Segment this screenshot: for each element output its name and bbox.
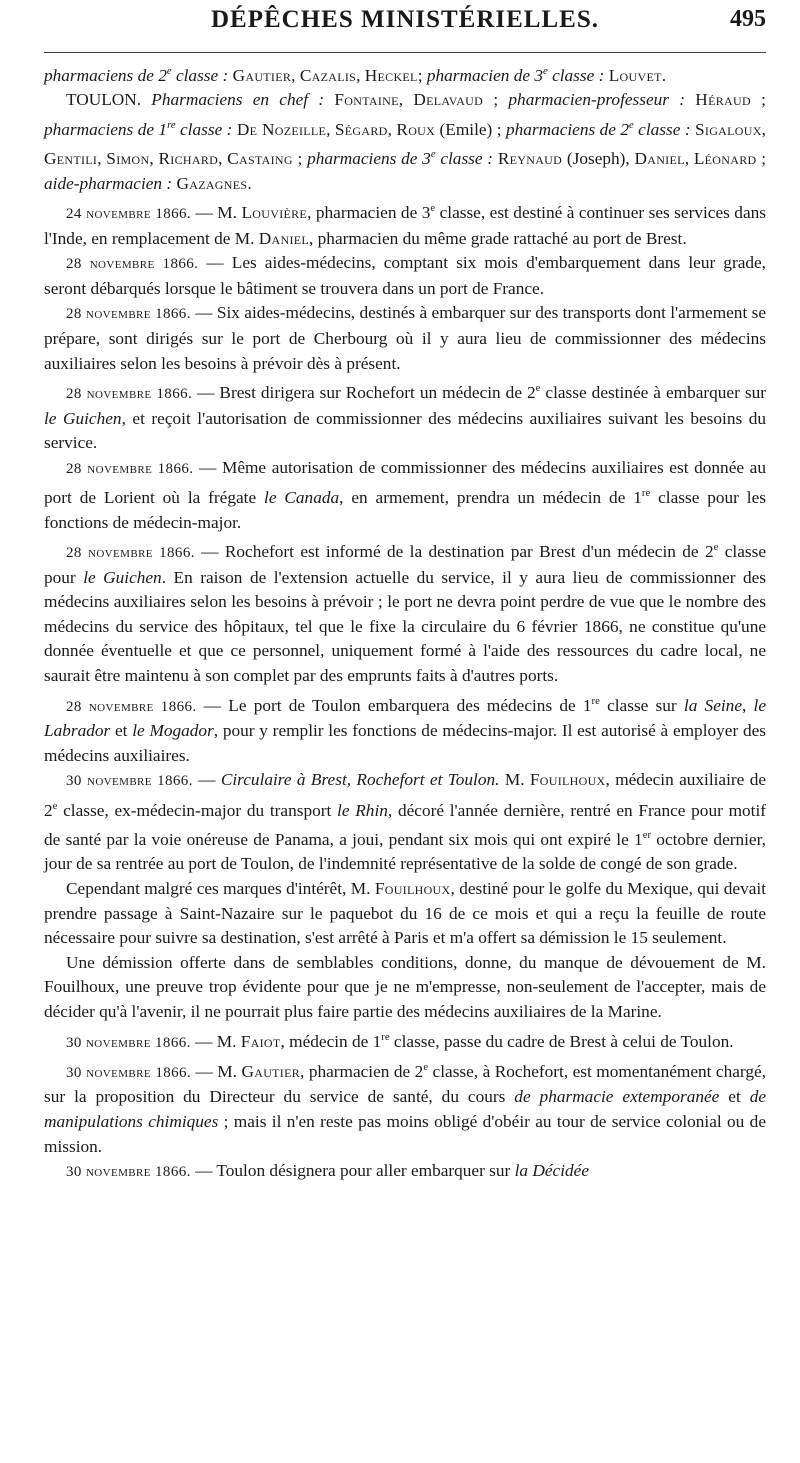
text-run: classe, à Rochefort, est momentanément chargé, sur la proposition du Directeur du service de santé, du cours <box>44 1061 766 1107</box>
dispatch-date: 28 novembre 1866. <box>66 460 194 477</box>
person-name: Gazagnes <box>176 173 248 193</box>
text-run: classe sur <box>599 695 684 715</box>
text-run: , en armement, prendra un médecin de 1 <box>339 488 642 508</box>
text-run: le Guichen <box>83 567 162 587</box>
text-run: , pour y remplir les fonctions de médecins-major. Il est autorisé à employer des médecins auxiliaires. <box>44 720 766 765</box>
text-run: Cependant malgré ces marques d'intérêt, M. <box>66 879 375 899</box>
text-run: ; <box>756 149 767 169</box>
person-name: Daniel <box>258 228 310 248</box>
dispatch-date: 30 novembre 1866. <box>66 773 193 790</box>
text-run: — Toulon désignera pour aller embarquer sur <box>190 1161 515 1181</box>
text-run: classe : <box>171 65 233 85</box>
paragraph <box>44 1025 766 1055</box>
text-run: er <box>642 829 652 842</box>
text-run: classe : <box>435 149 498 169</box>
text-run: e <box>542 65 548 77</box>
text-run: classe destinée à embarquer sur <box>540 382 766 402</box>
text-run: la Seine <box>683 695 742 715</box>
person-name: Roux <box>396 119 436 139</box>
text-run: la Décidée <box>514 1161 589 1181</box>
text-run: — M. <box>190 1031 241 1051</box>
text-run: , <box>326 119 335 139</box>
text-run: classe, ex-médecin-major du transport <box>57 800 338 820</box>
person-name: Gautier <box>241 1061 301 1081</box>
paragraph <box>44 59 766 88</box>
text-run: — M. <box>191 1061 242 1081</box>
text-run: e <box>423 1060 429 1073</box>
text-run: e <box>166 65 172 77</box>
text-run: ; mais il n'en reste pas moins obligé d'obéir au tour de service colonial ou de mission. <box>44 1111 766 1156</box>
text-run: re <box>641 487 651 500</box>
text-run: pharmaciens de 2 <box>505 119 629 139</box>
person-name: Reynaud <box>497 149 563 169</box>
text-run: , <box>761 119 766 139</box>
text-run: Circulaire à Brest, Rochefort et Toulon. <box>220 770 500 790</box>
text-run: — <box>192 770 221 790</box>
person-name: Sigaloux <box>695 119 762 139</box>
text-run: ; <box>483 90 509 110</box>
text-run: , <box>291 65 300 85</box>
text-run: , destiné pour le golfe du Mexique, qui devait prendre passage à Saint-Nazaire sur le paquebot du 16 de ce mois et qui a reçu la feuille de route nécessaire pour suivre sa destination, s'est arrêté à Paris et m'a offert sa démission le 15 seulement. <box>44 879 767 948</box>
paragraph <box>44 88 766 196</box>
paragraph <box>44 196 766 251</box>
text-run: le Rhin <box>337 800 388 820</box>
text-run: , <box>356 65 365 85</box>
paragraph <box>44 689 766 769</box>
text-run: , <box>684 149 694 169</box>
person-name: Fouilhoux <box>529 770 606 790</box>
text-run: e <box>629 118 634 131</box>
text-run: — Brest dirigera sur Rochefort un médecin de 2 <box>192 382 536 402</box>
text-run: pharmaciens de 3 <box>307 149 431 169</box>
text-run: . En raison de l'extension actuelle du service, il y aura lieu de commissionner des médecins auxiliaires selon les besoins à prévoir ; le port ne devra point perdre de vue que le nombre des médecins du service des hôpitaux, tel que le fixe la circulaire du 6 février 1866, ne constitue qu'une donnée éventuelle et que ce personnel, uniquement formé à l'aide des ressources du cadre local, ne saurait être maintenu à son complet par des emprunts faits à d'autres ports. <box>44 567 766 686</box>
paragraph <box>44 251 766 301</box>
text-run: classe : <box>547 65 609 85</box>
paragraph <box>44 1055 766 1159</box>
text-run: classe, est destiné à continuer ses services dans l'Inde, en remplacement de M. <box>44 203 766 248</box>
text-run: , <box>387 119 397 139</box>
text-run: , <box>97 149 107 169</box>
text-run: le Mogador <box>132 720 214 740</box>
text-run: — Le port de Toulon embarquera des médecins de 1 <box>196 695 592 715</box>
person-name: Faiot <box>240 1031 281 1051</box>
text-run: octobre dernier, jour de sa rentrée au port de Toulon, de l'indemnité représentative de la solde de congé de son grade. <box>44 829 766 874</box>
person-name: De Nozeille <box>236 119 327 139</box>
text-run: — M. <box>191 203 242 223</box>
text-run: — Rochefort est informé de la destination par Brest d'un médecin de 2 <box>194 542 714 562</box>
text-run: classe, passe du cadre de Brest à celui de Toulon. <box>389 1031 734 1051</box>
text-run: re <box>167 118 176 131</box>
dispatch-date: 28 novembre 1866. <box>66 385 193 402</box>
text-run: e <box>713 541 719 554</box>
text-run: pharmacien-professeur : <box>508 90 696 110</box>
text-run: , médecin de 1 <box>280 1031 382 1051</box>
text-run: , <box>398 90 414 110</box>
text-run: , et reçoit l'autorisation de commissionner des médecins auxiliaires suivant les besoins du service. <box>44 408 766 453</box>
person-name: Castaing <box>227 149 293 169</box>
person-name: Richard <box>158 149 219 169</box>
text-run: le Guichen <box>44 408 122 428</box>
dispatch-date: 28 novembre 1866. <box>66 306 191 323</box>
text-run: classe pour <box>44 542 766 587</box>
text-run: e <box>430 202 436 215</box>
person-name: Delavaud <box>413 90 484 110</box>
person-name: Louvet <box>608 65 662 85</box>
text-run: , <box>149 149 159 169</box>
text-run: , pharmacien de 2 <box>300 1061 424 1081</box>
paragraph <box>44 951 766 1025</box>
text-run: , pharmacien du même grade rattaché au port de Brest. <box>309 228 687 248</box>
text-run: , <box>218 149 228 169</box>
dispatch-date: 28 novembre 1866. <box>66 256 199 273</box>
text-run: ; <box>292 149 308 169</box>
paragraph <box>44 376 766 456</box>
text-run: le Labrador <box>44 695 767 740</box>
text-run: re <box>381 1030 390 1043</box>
text-run: — Même autorisation de commissionner des médecins auxiliaires est donnée au port de Lorient où la frégate <box>44 457 766 508</box>
person-name: Ségard <box>334 119 388 139</box>
text-run: Pharmaciens en chef : <box>151 90 335 110</box>
paragraph <box>44 301 766 376</box>
person-name: Gentili <box>44 149 98 169</box>
text-run: de manipulations chimiques <box>44 1087 766 1131</box>
text-run: TOULON. <box>66 90 152 110</box>
paragraph <box>44 1159 766 1185</box>
paragraph <box>44 535 766 688</box>
paragraph <box>44 768 766 877</box>
person-name: Louvière <box>241 203 308 223</box>
person-name: Héraud <box>695 90 751 110</box>
text-run: (Emile) ; <box>435 119 506 139</box>
text-run: , médecin auxiliaire de 2 <box>44 770 766 820</box>
person-name: Léonard <box>693 149 757 169</box>
dispatch-date: 28 novembre 1866. <box>66 545 195 562</box>
text-run: e <box>430 148 436 161</box>
text-run: et <box>110 720 133 740</box>
text-run: e <box>535 382 541 395</box>
person-name: Heckel <box>364 65 418 85</box>
text-run: — Six aides-médecins, destinés à embarquer sur des transports dont l'armement se prépare, sont dirigés sur le port de Cherbourg où il y aura lieu de commissionner des médecins auxiliaires selon les besoins à prévoir dès à présent. <box>44 303 767 373</box>
running-header <box>44 0 766 53</box>
paragraph <box>44 456 766 536</box>
page-number: 495 <box>730 6 766 32</box>
person-name: Gautier <box>232 65 292 85</box>
paragraph <box>44 877 766 951</box>
text-run: classe : <box>633 119 695 139</box>
text-run: (Joseph), <box>562 149 635 169</box>
text-run: pharmaciens de 2 <box>44 65 167 85</box>
text-run: de pharmacie extemporanée <box>514 1087 720 1107</box>
text-run: le Canada <box>264 488 340 508</box>
dispatch-date: 28 novembre 1866. <box>66 698 197 715</box>
person-name: Simon <box>106 149 150 169</box>
person-name: Fontaine <box>334 90 399 110</box>
text-run: pharmacien de 3 <box>426 65 543 85</box>
text-run: , pharmacien de 3 <box>307 203 431 223</box>
text-run: pharmaciens de 1 <box>44 119 168 139</box>
dispatch-date: 30 novembre 1866. <box>66 1164 191 1181</box>
text-run: re <box>591 694 600 707</box>
dispatch-date: 30 novembre 1866. <box>66 1064 192 1081</box>
text-run: ; <box>750 90 766 110</box>
text-run: , décoré l'année dernière, rentré en France pour motif de santé par la voie onéreuse de Panama, a joui, pendant six mois qui ont expiré le 1 <box>44 800 767 849</box>
text-run: Une démission offerte dans de semblables conditions, donne, du manque de dévouement de M. Fouilhoux, une preuve trop évidente pour que je ne m'empresse, non-seulement de l'accepter, mais de décider qu'à l'avenir, il ne pourrait plus faire partie des médecins auxiliaires de la Marine. <box>44 952 766 1022</box>
text-run: et <box>719 1087 750 1107</box>
text-run: aide-pharmacien : <box>44 173 177 193</box>
text-run: classe : <box>175 119 237 139</box>
body-text <box>44 59 766 1185</box>
dispatch-date: 30 novembre 1866. <box>66 1034 191 1051</box>
dispatch-date: 24 novembre 1866. <box>66 206 192 223</box>
text-run: M. <box>499 770 530 790</box>
person-name: Daniel <box>634 149 685 169</box>
text-run: , <box>741 695 754 715</box>
text-run: classe pour les fonctions de médecin-major. <box>44 488 767 532</box>
text-run: ; <box>417 65 427 85</box>
text-run: . <box>661 65 667 85</box>
text-run: — Les aides-médecins, comptant six mois d'embarquement dans leur grade, seront débarqués lorsque le bâtiment se trouvera dans un port de France. <box>44 253 766 298</box>
text-run: . <box>247 173 252 193</box>
person-name: Cazalis <box>299 65 357 85</box>
person-name: Fouilhoux <box>374 879 451 899</box>
running-title: DÉPÊCHES MINISTÉRIELLES. <box>210 6 599 33</box>
text-run: e <box>52 799 58 812</box>
